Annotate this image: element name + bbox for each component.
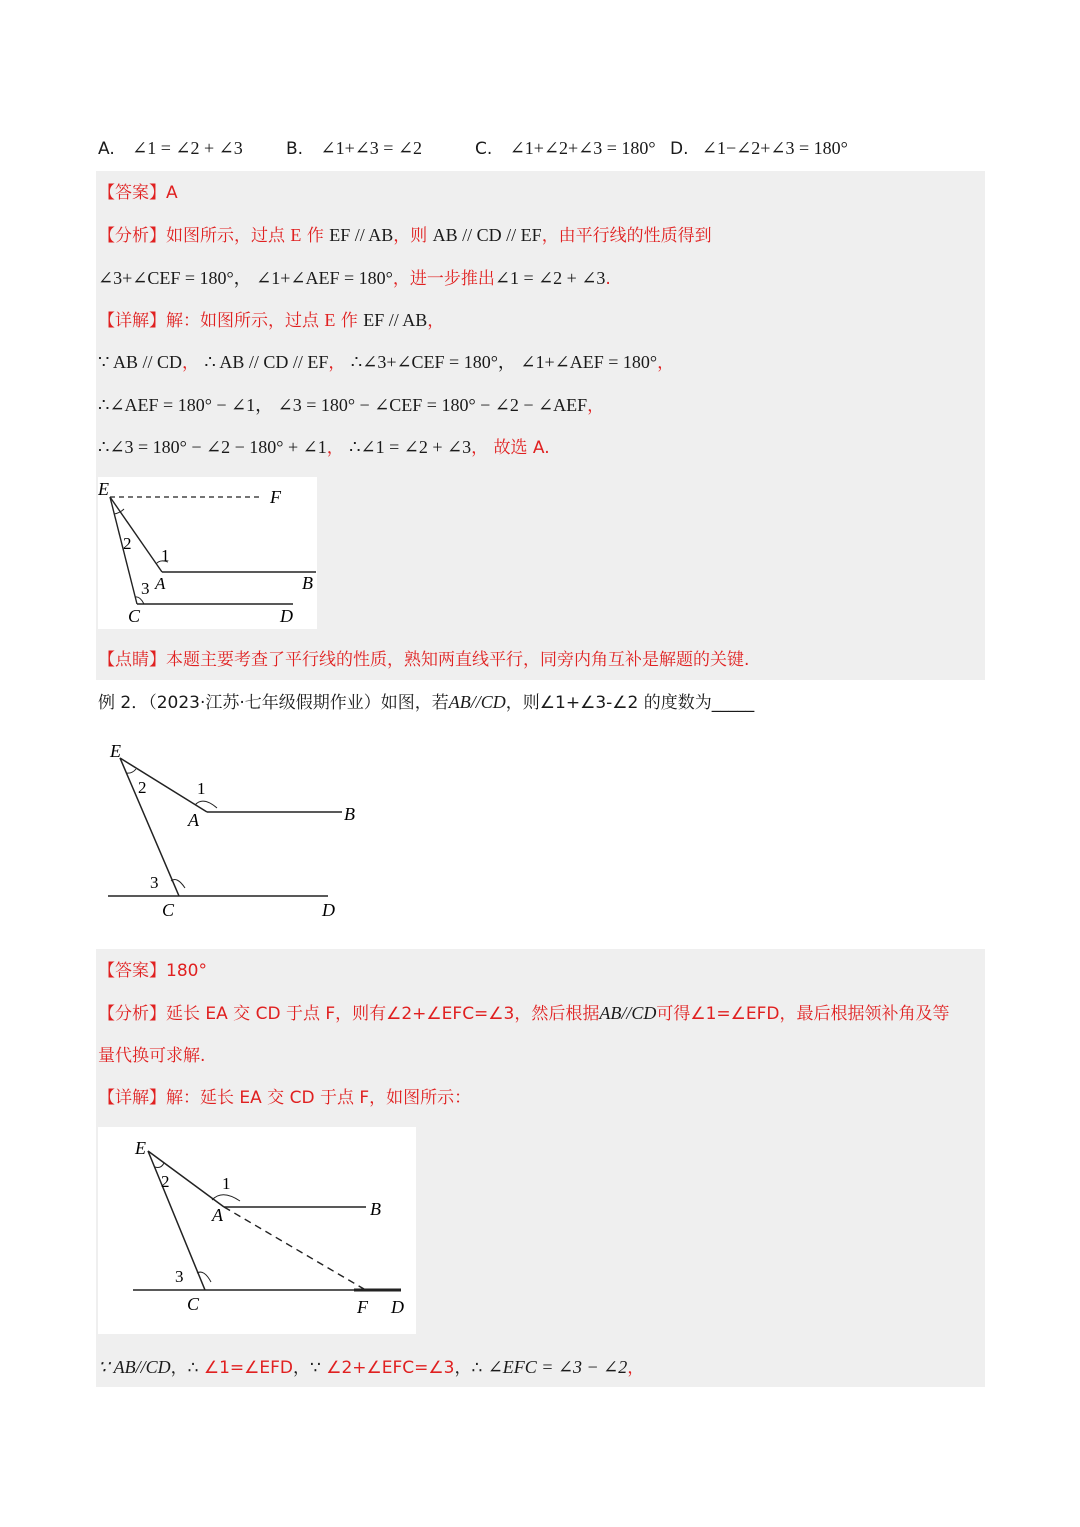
ex1-detail-text: ， — [587, 396, 605, 416]
line-ea — [110, 497, 162, 572]
option-d-expr: ∠1−∠2+∠3 = 180° — [701, 138, 848, 158]
option-d-label: D. — [670, 139, 689, 159]
ex2-analysis-math: AB//CD — [599, 1003, 657, 1023]
ex1-analysis-math: E — [290, 225, 302, 245]
option-b-label: B. — [286, 139, 304, 159]
label-e: E — [135, 1138, 146, 1158]
option-b-expr: ∠1+∠3 = ∠2 — [320, 138, 423, 158]
line-af-dashed — [224, 1207, 364, 1289]
angle-2-arc — [155, 1163, 164, 1168]
ex1-answer — [98, 181, 178, 205]
ex1-detail-text: ， — [326, 438, 344, 458]
label-d: D — [322, 900, 335, 920]
label-b: B — [370, 1199, 381, 1219]
ex2-question-math: AB//CD — [448, 692, 506, 712]
ex2-detail-tag: 【详解】 — [98, 1088, 166, 1108]
ex1-detail-math: ∴∠3 = 180° − ∠2 − 180° + ∠1 — [98, 437, 327, 457]
label-e: E — [110, 741, 121, 761]
ex1-comment-text: 本题主要考查了平行线的性质，熟知两直线平行，同旁内角互补是解题的关键. — [166, 650, 750, 670]
label-c: C — [162, 900, 175, 920]
ex1-detail-text: ， — [328, 353, 346, 373]
ex2-detail-figure-svg — [98, 1127, 416, 1334]
ex2-answer-tag: 【答案】 — [98, 961, 166, 981]
ex1-detail-math: ∴∠1 = ∠2 + ∠3 — [349, 437, 472, 457]
label-d: D — [280, 606, 293, 626]
angle-1-arc — [212, 1195, 240, 1201]
label-a: A — [155, 574, 166, 593]
ex2-analysis-text: 量代换可求解. — [98, 1046, 206, 1066]
ex1-answer-tag: 【答案】 — [98, 183, 166, 203]
label-angle-1: 1 — [197, 779, 206, 798]
label-angle-3: 3 — [150, 873, 159, 892]
option-c-label: C. — [475, 139, 493, 159]
ex1-analysis-math: ∠3+∠CEF = 180°， ∠1+∠AEF = 180° — [98, 268, 393, 288]
ex2-answer — [98, 959, 207, 983]
ex1-detail-line4 — [98, 435, 550, 460]
ex1-analysis-text: ，则 — [393, 226, 428, 246]
ex1-analysis-text: 作 — [306, 226, 324, 246]
ex1-detail-text: ， — [427, 311, 445, 331]
ex2-analysis-text: 可得∠1=∠EFD，最后根据领补角及等 — [656, 1004, 950, 1024]
ex1-detail-tag: 【详解】 — [98, 311, 166, 331]
ex1-analysis-line1 — [98, 223, 712, 248]
option-a-label: A. — [98, 139, 115, 159]
ex1-detail-math: ∴ AB // CD // EF — [204, 352, 329, 372]
label-f: F — [270, 487, 281, 507]
ex2-detail-line2 — [98, 1355, 644, 1380]
ex1-detail-line2 — [98, 350, 674, 375]
label-a: A — [188, 810, 199, 830]
label-angle-1: 1 — [222, 1174, 231, 1193]
option-a-expr: ∠1 = ∠2 + ∠3 — [132, 138, 243, 158]
label-c: C — [128, 606, 141, 626]
ex1-detail-line3 — [98, 393, 604, 418]
ex2-detail-text: ，∵ — [293, 1358, 327, 1378]
ex2-detail-text: ， — [627, 1358, 645, 1378]
ex2-answer-value: 180° — [166, 961, 207, 981]
ex2-analysis-line2 — [98, 1044, 205, 1068]
ex2-detail-text: ∠2+∠EFC=∠3 — [326, 1358, 455, 1378]
ex1-detail-text: ， — [181, 353, 199, 373]
label-e: E — [98, 479, 109, 499]
label-b: B — [302, 573, 313, 593]
ex1-detail-text: 故选 A. — [493, 438, 550, 458]
ex2-figure — [100, 738, 370, 924]
ex1-analysis-text: ，进一步推出 — [392, 269, 495, 289]
label-f: F — [357, 1297, 368, 1317]
option-c-expr: ∠1+∠2+∠3 = 180° — [509, 138, 656, 158]
ex2-detail-math: ∵ AB//CD — [98, 1357, 171, 1377]
label-angle-1: 1 — [161, 546, 170, 565]
ex1-figure — [98, 477, 317, 629]
ex2-detail-text: ，∴ — [170, 1358, 204, 1378]
ex1-detail-text: ， — [657, 353, 675, 373]
ex1-detail-text: 解：如图所示，过点 — [166, 311, 319, 331]
ex1-figure-svg — [98, 477, 317, 629]
ex2-question-text: 例 2．（2023·江苏·七年级假期作业）如图，若 — [98, 693, 449, 713]
ex1-detail-math: E — [324, 310, 336, 330]
ex1-analysis-math: AB // CD // EF — [432, 225, 542, 245]
ex2-analysis-tag: 【分析】 — [98, 1004, 166, 1024]
ex2-question-text: ，则∠1+∠3-∠2 的度数为_____ — [505, 693, 755, 713]
ex1-analysis-text: 如图所示，过点 — [166, 226, 285, 246]
option-d — [670, 138, 848, 159]
ex1-analysis-line2 — [98, 266, 611, 291]
option-a — [98, 138, 243, 159]
ex2-question — [98, 690, 754, 715]
ex1-detail-math: ∴∠3+∠CEF = 180°， ∠1+∠AEF = 180° — [350, 352, 658, 372]
ex1-detail-math: ∴∠AEF = 180° − ∠1， ∠3 = 180° − ∠CEF = 180° − ∠2 − ∠AEF — [98, 395, 588, 415]
ex1-analysis-tag: 【分析】 — [98, 226, 166, 246]
ex2-detail-line1 — [98, 1086, 471, 1110]
ex1-detail-text: ， — [471, 438, 489, 458]
option-b — [286, 138, 422, 159]
ex1-detail-math: EF // AB — [363, 310, 428, 330]
ex1-comment — [98, 648, 749, 672]
ex1-answer-value: A — [166, 183, 178, 203]
ex1-detail-line1 — [98, 308, 444, 333]
ex1-analysis-math: ∠1 = ∠2 + ∠3 — [494, 268, 606, 288]
ex2-detail-text: ，∴ — [454, 1358, 488, 1378]
label-a: A — [212, 1205, 223, 1225]
ex2-figure-svg — [100, 738, 370, 924]
ex2-detail-text: 解：延长 EA 交 CD 于点 F，如图所示： — [166, 1088, 472, 1108]
ex2-detail-text: ∠1=∠EFD — [203, 1358, 294, 1378]
ex1-analysis-math: EF // AB — [329, 225, 394, 245]
ex1-detail-text: 作 — [340, 311, 358, 331]
line-ea — [120, 758, 207, 812]
label-angle-2: 2 — [138, 778, 147, 797]
label-angle-3: 3 — [141, 579, 150, 598]
label-b: B — [344, 804, 355, 824]
ex2-analysis-line1 — [98, 1001, 950, 1026]
ex1-comment-tag: 【点睛】 — [98, 650, 166, 670]
ex1-detail-math: ∵ AB // CD — [98, 352, 182, 372]
ex1-analysis-text: ，由平行线的性质得到 — [541, 226, 712, 246]
angle-2-arc — [126, 769, 136, 773]
ex2-detail-figure — [98, 1127, 416, 1334]
ex2-analysis-text: 延长 EA 交 CD 于点 F，则有∠2+∠EFC=∠3，然后根据 — [166, 1004, 600, 1024]
label-angle-2: 2 — [123, 534, 132, 553]
label-d: D — [391, 1297, 404, 1317]
ex2-detail-math: ∠EFC = ∠3 − ∠2 — [487, 1357, 628, 1377]
label-angle-3: 3 — [175, 1267, 184, 1286]
label-angle-2: 2 — [161, 1172, 170, 1191]
option-c — [475, 138, 656, 159]
ex1-analysis-text: . — [605, 269, 611, 289]
label-c: C — [187, 1294, 200, 1314]
